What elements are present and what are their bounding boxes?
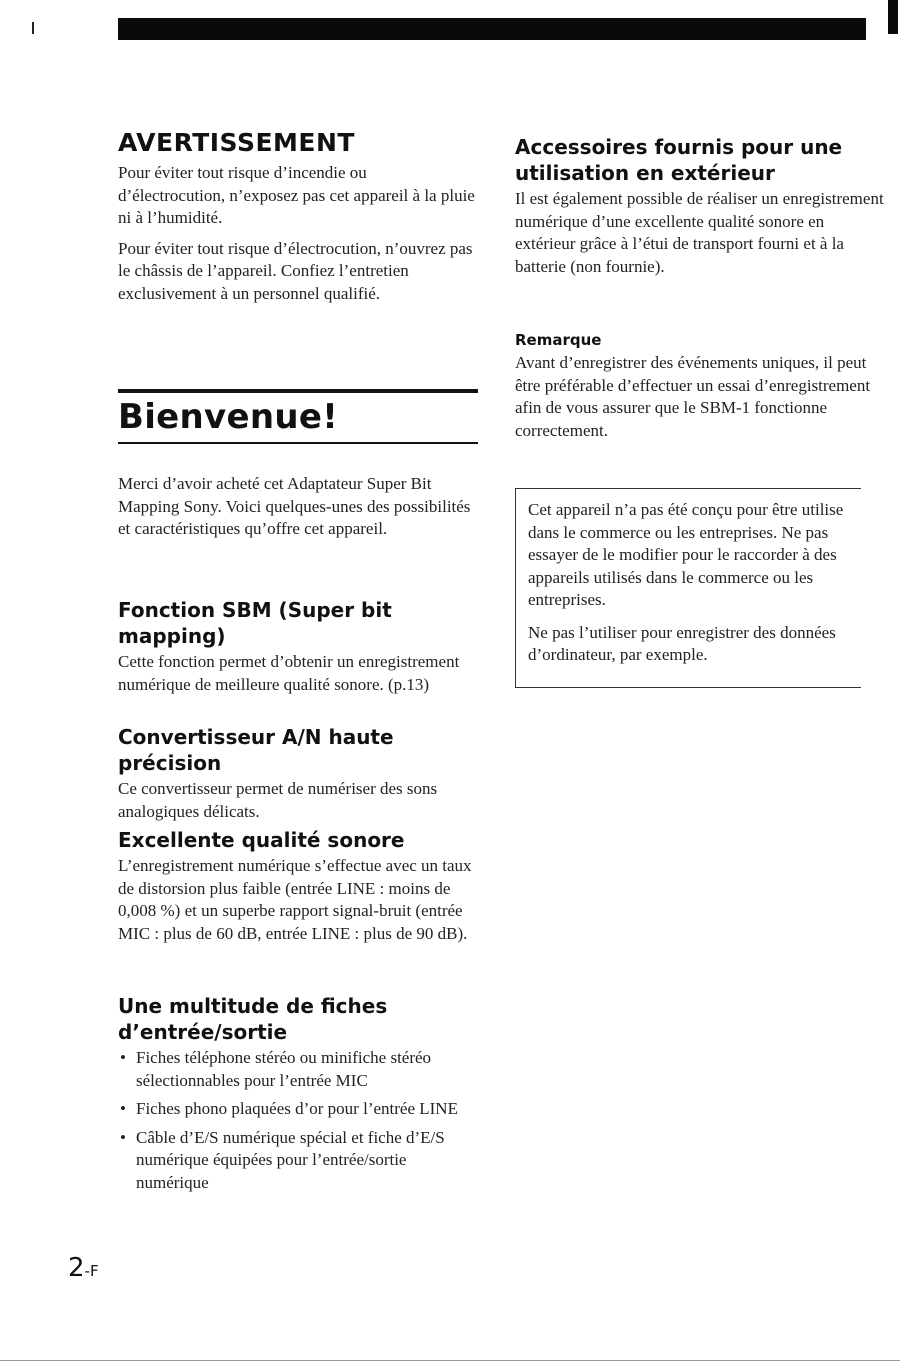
connectors-list xyxy=(118,1047,478,1194)
connectors-section xyxy=(118,993,478,1200)
welcome-title-block xyxy=(118,397,478,437)
welcome-intro-block xyxy=(118,473,478,541)
registration-mark xyxy=(32,22,34,34)
page-number-digit: 2 xyxy=(68,1253,85,1283)
note-text: Avant d’enregistrer des événements uniques, il peut être préférable d’effectuer un essai d’enregistrement afin de vous assurer que le SBM-1 fonctionne correctement. xyxy=(515,353,871,440)
list-item-text: Fiches phono plaquées d’or pour l’entrée LINE xyxy=(136,1099,458,1118)
list-item xyxy=(118,1047,478,1092)
page-number-suffix: -F xyxy=(84,1262,99,1280)
welcome-intro: Merci d’avoir acheté cet Adaptateur Super Bit Mapping Sony. Voici quelques-unes des possibilités et caractéristiques qu’offre cet appareil. xyxy=(118,474,471,538)
connectors-title: Une multitude de fiches d’entrée/sortie xyxy=(118,994,388,1044)
converter-title: Convertisseur A/N haute précision xyxy=(118,725,394,775)
bullet-icon: • xyxy=(120,1048,126,1067)
list-item xyxy=(118,1127,478,1195)
note-section xyxy=(515,330,885,442)
warning-paragraph-1: Pour éviter tout risque d’incendie ou d’électrocution, n’exposez pas cet appareil à la pluie ni à l’humidité. xyxy=(118,163,475,227)
page-number xyxy=(68,1253,99,1283)
title-rule-top xyxy=(118,389,478,393)
sbm-title: Fonction SBM (Super bit mapping) xyxy=(118,598,392,648)
note-title: Remarque xyxy=(515,331,602,349)
list-item xyxy=(118,1098,478,1121)
converter-section xyxy=(118,724,478,823)
header-bar xyxy=(118,18,866,40)
title-rule-bottom xyxy=(118,442,478,444)
notice-paragraph-2: Ne pas l’utiliser pour enregistrer des données d’ordinateur, par exemple. xyxy=(528,622,836,664)
accessories-section xyxy=(515,134,885,278)
accessories-text: Il est également possible de réaliser un enregistrement numérique d’une excellente qualité sonore en extérieur grâce à l’étui de transport fourni et à la batterie (non fournie). xyxy=(515,189,884,276)
quality-section xyxy=(118,827,478,945)
quality-title: Excellente qualité sonore xyxy=(118,828,405,852)
bottom-edge-line xyxy=(0,1360,900,1361)
notice-paragraph-1: Cet appareil n’a pas été conçu pour être utilise dans le commerce ou les entreprises. Ne pas essayer de le modifier pour le raccorder à des appareils utilisés dans le commerce ou les entreprises. xyxy=(528,500,844,609)
quality-text: L’enregistrement numérique s’effectue avec un taux de distorsion plus faible (entrée LINE : moins de 0,008 %) et un superbe rapport signal-bruit (entrée MIC : plus de 60 dB, entrée LINE : plus de 90 dB). xyxy=(118,856,472,943)
warning-title: AVERTISSEMENT xyxy=(118,128,355,157)
bullet-icon: • xyxy=(120,1127,126,1147)
warning-section xyxy=(118,128,478,305)
bullet-icon: • xyxy=(120,1099,126,1118)
sbm-text: Cette fonction permet d’obtenir un enregistrement numérique de meilleure qualité sonore. (p.13) xyxy=(118,652,460,694)
converter-text: Ce convertisseur permet de numériser des sons analogiques délicats. xyxy=(118,779,438,821)
list-item-text: Câble d’E/S numérique spécial et fiche d’E/S numérique équipées pour l’entrée/sortie numérique xyxy=(136,1127,445,1192)
list-item-text: Fiches téléphone stéréo ou minifiche stéréo sélectionnables pour l’entrée MIC xyxy=(136,1048,432,1090)
accessories-title: Accessoires fournis pour une utilisation en extérieur xyxy=(515,135,843,185)
warning-paragraph-2: Pour éviter tout risque d’électrocution, n’ouvrez pas le châssis de l’appareil. Confiez l’entretien exclusivement à un personnel qualifié. xyxy=(118,238,473,303)
edge-tab-mark xyxy=(888,0,898,34)
welcome-title: Bienvenue! xyxy=(118,397,339,437)
sbm-section xyxy=(118,597,478,696)
commercial-use-notice-box xyxy=(515,488,861,688)
